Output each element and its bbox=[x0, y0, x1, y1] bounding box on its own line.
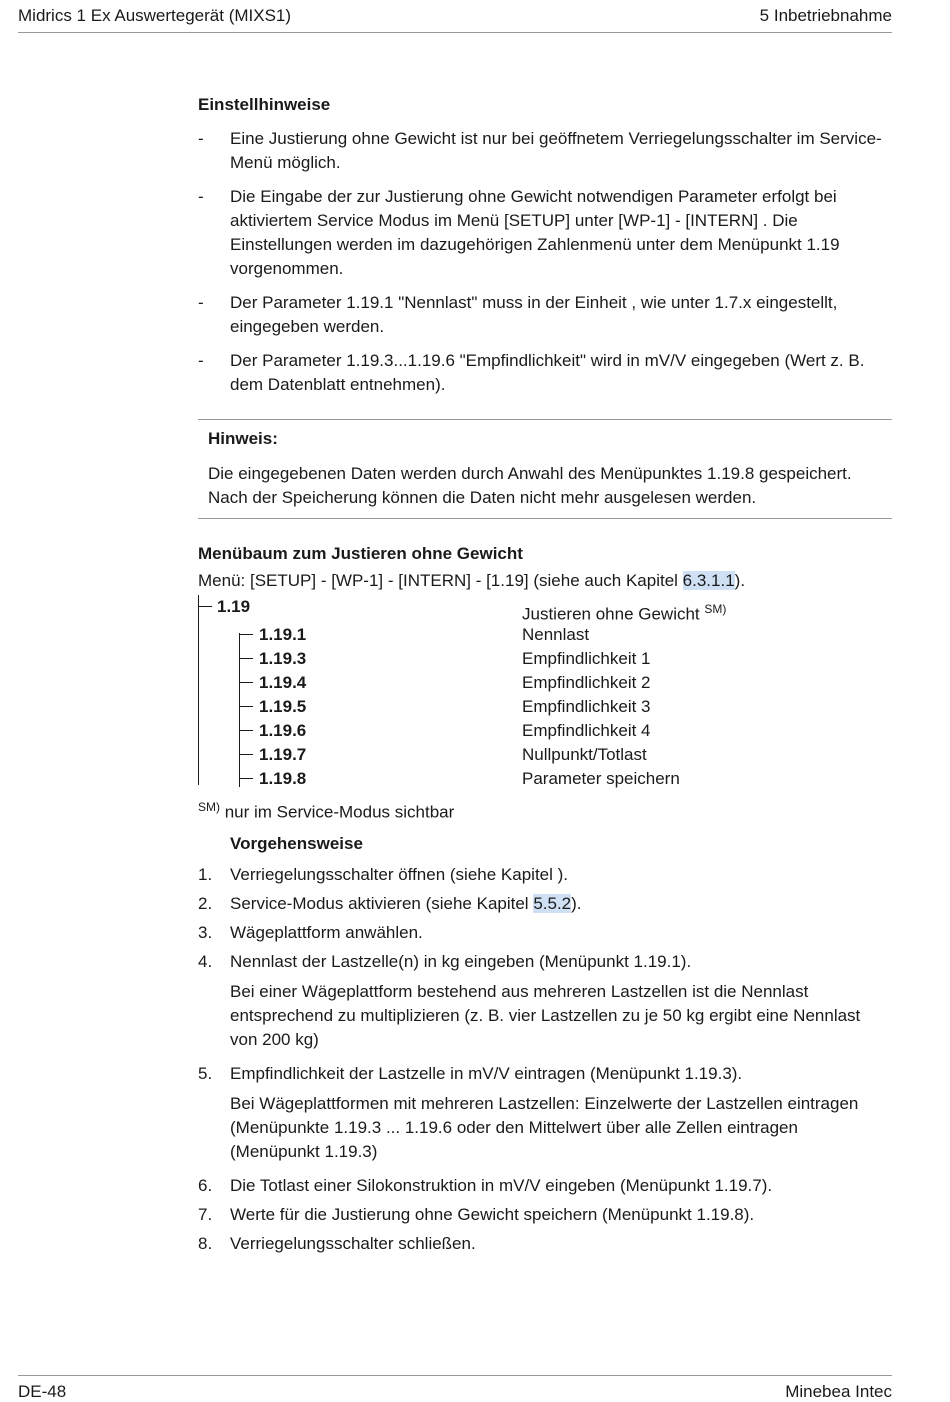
menu-path bbox=[198, 569, 892, 593]
header-doc-title: Midrics 1 Ex Auswertegerät (MIXS1) bbox=[18, 6, 292, 25]
menu-tree-heading: Menübaum zum Justieren ohne Gewicht bbox=[198, 544, 523, 563]
step-text bbox=[230, 892, 892, 916]
step-number: 8. bbox=[198, 1233, 213, 1253]
note-box bbox=[198, 419, 892, 519]
tree-branch bbox=[239, 706, 253, 707]
tree-branch bbox=[239, 730, 253, 731]
step-note: Bei einer Wägeplattform bestehend aus mehreren Lastzellen ist die Nennlast entsprechend zu multiplizieren (z. B. vier Lastzellen zu je 50 kg ergibt eine Nennlast von 200 kg) bbox=[230, 981, 861, 1049]
step-item bbox=[198, 892, 892, 916]
step-number: 4. bbox=[198, 951, 213, 971]
tree-branch bbox=[239, 658, 253, 659]
bullet-dash: - bbox=[198, 129, 204, 148]
bullet-dash: - bbox=[198, 187, 204, 206]
sm-superscript: SM) bbox=[198, 800, 220, 814]
tree-branch bbox=[239, 682, 253, 683]
chapter-link[interactable]: 6.3.1.1 bbox=[682, 571, 735, 590]
tree-item-code: 1.19.3 bbox=[259, 649, 307, 668]
page-content bbox=[198, 94, 892, 1261]
step-number: 7. bbox=[198, 1204, 213, 1224]
list-item-text: Der Parameter 1.19.3...1.19.6 "Empfindlichkeit" wird in mV/V eingegeben (Wert z. B. dem Datenblatt entnehmen). bbox=[230, 351, 865, 394]
list-item bbox=[198, 127, 892, 175]
step-item bbox=[198, 950, 892, 974]
service-mode-footnote bbox=[198, 795, 892, 825]
settings-heading: Einstellhinweise bbox=[198, 95, 331, 114]
step-number: 3. bbox=[198, 922, 213, 942]
tree-item-label: Nennlast bbox=[522, 625, 590, 644]
page-header bbox=[18, 6, 892, 33]
header-chapter: 5 Inbetriebnahme bbox=[759, 6, 892, 25]
step-text: Nennlast der Lastzelle(n) in kg eingeben (Menüpunkt 1.19.1). bbox=[230, 951, 692, 971]
step-text-prefix: Service-Modus aktivieren (siehe Kapitel bbox=[230, 893, 534, 913]
tree-item-label: Empfindlichkeit 3 bbox=[522, 697, 651, 716]
tree-branch bbox=[239, 754, 253, 755]
note-line-2: Nach der Speicherung können die Daten nicht mehr ausgelesen werden. bbox=[208, 488, 757, 507]
tree-item-code: 1.19.1 bbox=[259, 625, 307, 644]
step-item bbox=[198, 1232, 892, 1256]
tree-item-label: Empfindlichkeit 1 bbox=[522, 649, 651, 668]
footer-brand: Minebea Intec bbox=[785, 1382, 892, 1401]
note-line-1: Die eingegebenen Daten werden durch Anwahl des Menüpunktes 1.19.8 gespeichert. bbox=[208, 464, 852, 483]
step-number: 1. bbox=[198, 864, 213, 884]
step-number: 2. bbox=[198, 893, 213, 913]
list-item bbox=[198, 185, 892, 281]
list-item bbox=[198, 291, 892, 339]
step-note: Bei Wägeplattformen mit mehreren Lastzellen: Einzelwerte der Lastzellen eintragen (Menüpunkte 1.19.3 ... 1.19.6 oder den Mittelwert über alle Zellen eintragen (Menüpunkt 1.19.3) bbox=[230, 1093, 859, 1161]
tree-branch bbox=[198, 606, 212, 607]
page-footer bbox=[18, 1375, 892, 1402]
footnote-text: nur im Service-Modus sichtbar bbox=[220, 802, 455, 822]
list-item-text: Eine Justierung ohne Gewicht ist nur bei geöffnetem Verriegelungsschalter im Service-Menü möglich. bbox=[230, 129, 882, 172]
tree-item-code: 1.19.4 bbox=[259, 673, 307, 692]
step-text: Die Totlast einer Silokonstruktion in mV/V eingeben (Menüpunkt 1.19.7). bbox=[230, 1175, 773, 1195]
tree-item-label: Empfindlichkeit 2 bbox=[522, 673, 651, 692]
tree-item-label: Parameter speichern bbox=[522, 769, 680, 788]
step-text: Verriegelungsschalter öffnen (siehe Kapitel ). bbox=[230, 864, 568, 884]
step-text: Empfindlichkeit der Lastzelle in mV/V eintragen (Menüpunkt 1.19.3). bbox=[230, 1063, 743, 1083]
bullet-dash: - bbox=[198, 293, 204, 312]
step-text: Verriegelungsschalter schließen. bbox=[230, 1233, 476, 1253]
procedure-heading: Vorgehensweise bbox=[230, 833, 363, 853]
step-item bbox=[198, 1062, 892, 1086]
tree-line bbox=[198, 595, 199, 785]
step-item bbox=[198, 921, 892, 945]
tree-line bbox=[239, 633, 240, 787]
tree-item-code: 1.19.8 bbox=[259, 769, 307, 788]
step-number: 6. bbox=[198, 1175, 213, 1195]
tree-item-code: 1.19.5 bbox=[259, 697, 307, 716]
menu-tree bbox=[198, 595, 892, 795]
step-item bbox=[198, 1174, 892, 1198]
procedure-steps bbox=[198, 863, 892, 1256]
step-item bbox=[198, 863, 892, 887]
list-item-text: Der Parameter 1.19.1 "Nennlast" muss in der Einheit , wie unter 1.7.x eingestellt, eingegeben werden. bbox=[230, 293, 838, 336]
sm-superscript: SM) bbox=[704, 602, 727, 616]
tree-item-code: 1.19.6 bbox=[259, 721, 307, 740]
step-text: Werte für die Justierung ohne Gewicht speichern (Menüpunkt 1.19.8). bbox=[230, 1204, 755, 1224]
menu-path-text: Menü: [SETUP] - [WP-1] - [INTERN] - [1.19] (siehe auch Kapitel bbox=[198, 571, 683, 590]
step-number: 5. bbox=[198, 1063, 213, 1083]
tree-root-label-text: Justieren ohne Gewicht bbox=[522, 604, 700, 624]
tree-item-label: Empfindlichkeit 4 bbox=[522, 721, 651, 740]
settings-list bbox=[198, 127, 892, 397]
tree-root-code: 1.19 bbox=[217, 597, 251, 616]
tree-branch bbox=[239, 634, 253, 635]
tree-branch bbox=[239, 778, 253, 779]
step-item bbox=[198, 1203, 892, 1227]
list-item bbox=[198, 349, 892, 397]
bullet-dash: - bbox=[198, 351, 204, 370]
page-number: DE-48 bbox=[18, 1382, 67, 1401]
tree-item-code: 1.19.7 bbox=[259, 745, 307, 764]
note-title: Hinweis: bbox=[208, 429, 278, 448]
list-item-text: Die Eingabe der zur Justierung ohne Gewicht notwendigen Parameter erfolgt bei aktiviertem Service Modus im Menü [SETUP] unter [WP-1] - [INTERN] . Die Einstellungen werden im dazugehörigen Zahlenmenü unter dem Menüpunkt 1.19 vorgenommen. bbox=[230, 187, 840, 278]
menu-path-suffix: ). bbox=[734, 571, 746, 590]
chapter-link[interactable]: 5.5.2 bbox=[533, 893, 572, 913]
tree-item-label: Nullpunkt/Totlast bbox=[522, 745, 647, 764]
step-text-suffix: ). bbox=[571, 893, 582, 913]
step-text: Wägeplattform anwählen. bbox=[230, 922, 423, 942]
